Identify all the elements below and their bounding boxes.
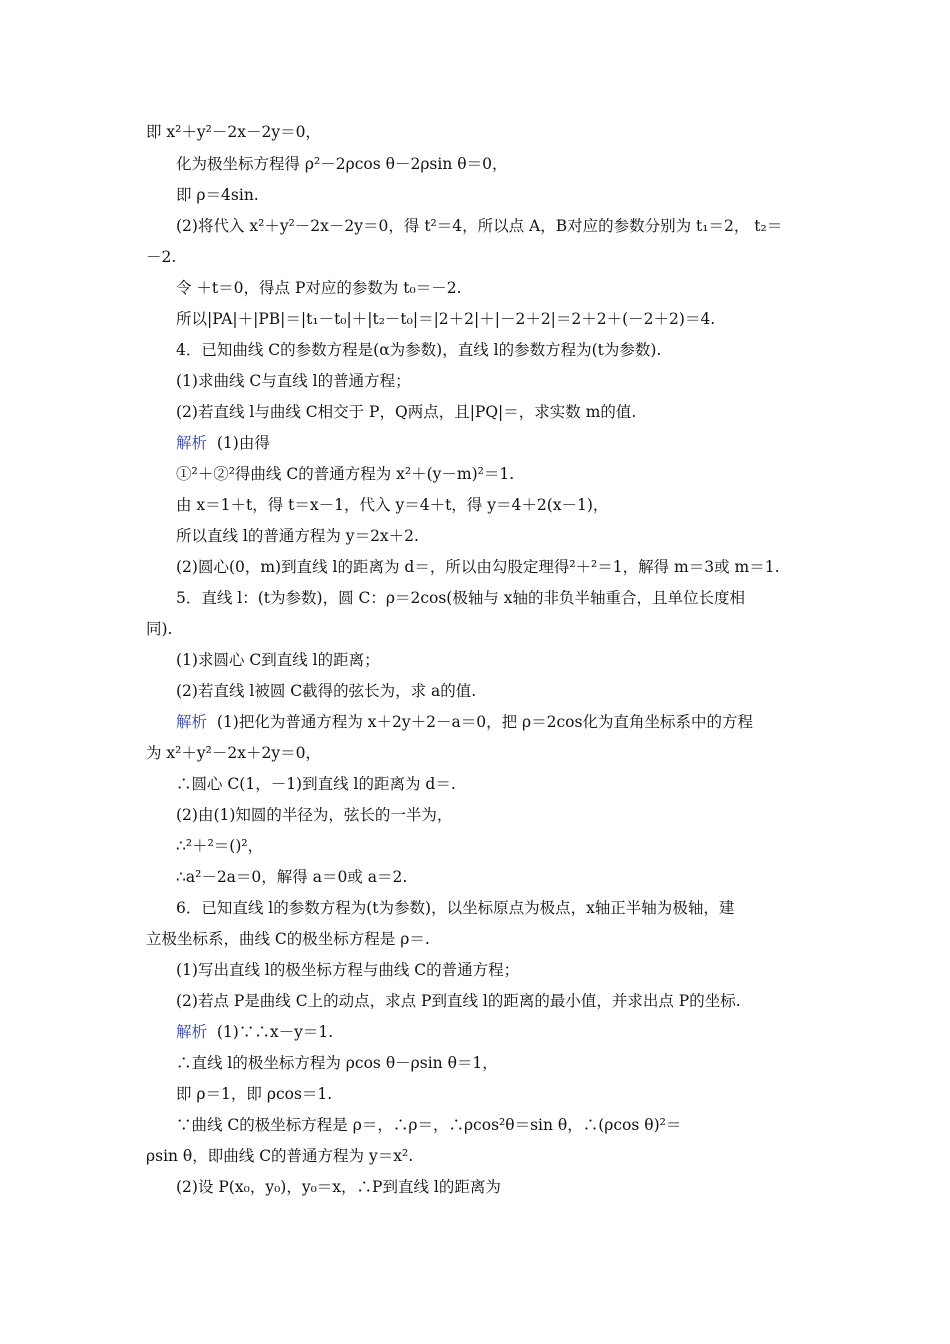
text-line: 为 x²＋y²－2x＋2y＝0， xyxy=(146,744,321,762)
text-line: (1)求曲线 C与直线 l的普通方程； xyxy=(176,372,411,390)
text-line: 化为极坐标方程得 ρ²－2ρcos θ－2ρsin θ＝0， xyxy=(176,155,508,173)
text-line: (2)将代入 x²＋y²－2x－2y＝0，得 t²＝4，所以点 A，B对应的参数分别为 t₁＝2， t₂＝ xyxy=(176,217,783,235)
solution-label: 解析 xyxy=(176,1023,208,1041)
text-line: 令 ＋t＝0，得点 P对应的参数为 t₀＝－2. xyxy=(176,279,462,297)
text-line: －2. xyxy=(146,248,177,266)
text-line: 所以直线 l的普通方程为 y＝2x＋2. xyxy=(176,527,419,545)
text-line: 由 x＝1＋t，得 t＝x－1，代入 y＝4＋t，得 y＝4＋2(x－1)， xyxy=(176,496,609,514)
text-line: 即 ρ＝1，即 ρcos＝1. xyxy=(176,1085,333,1103)
question-4: 4．已知曲线 C的参数方程是(α为参数)，直线 l的参数方程为(t为参数). xyxy=(176,341,662,359)
text-span: (1)把化为普通方程为 x＋2y＋2－a＝0，把 ρ＝2cos化为直角坐标系中的方程 xyxy=(216,713,753,731)
text-line: (2)若直线 l与曲线 C相交于 P，Q两点，且|PQ|＝，求实数 m的值. xyxy=(176,403,637,421)
solution-line xyxy=(176,712,753,732)
text-line: (2)设 P(x₀，y₀)，y₀＝x，∴P到直线 l的距离为 xyxy=(176,1178,501,1196)
text-line: (2)若直线 l被圆 C截得的弦长为，求 a的值. xyxy=(176,682,477,700)
solution-label: 解析 xyxy=(176,713,208,731)
text-line: (1)写出直线 l的极坐标方程与曲线 C的普通方程； xyxy=(176,961,520,979)
text-line: ∴a²－2a＝0，解得 a＝0或 a＝2. xyxy=(176,868,408,886)
solution-line xyxy=(176,433,270,453)
text-line: ∴直线 l的极坐标方程为 ρcos θ－ρsin θ＝1， xyxy=(176,1054,498,1072)
text-line: (2)由(1)知圆的半径为，弦长的一半为， xyxy=(176,806,453,824)
text-span: (1)由得 xyxy=(216,434,270,452)
solution-line xyxy=(176,1022,333,1042)
text-line: 即 x²＋y²－2x－2y＝0， xyxy=(146,123,321,141)
question-6: 6．已知直线 l的参数方程为(t为参数)，以坐标原点为极点，x轴正半轴为极轴，建 xyxy=(176,899,735,917)
text-line: (2)圆心(0，m)到直线 l的距离为 d＝，所以由勾股定理得²＋²＝1，解得 m＝3或 m＝1. xyxy=(176,558,780,576)
text-line: (2)若点 P是曲线 C上的动点，求点 P到直线 l的距离的最小值，并求出点 P的坐标. xyxy=(176,992,741,1010)
text-line: 即 ρ＝4sin. xyxy=(176,186,259,204)
text-line: (1)求圆心 C到直线 l的距离； xyxy=(176,651,380,669)
text-line: ∵曲线 C的极坐标方程是 ρ＝，∴ρ＝，∴ρcos²θ＝sin θ，∴(ρcos θ)²＝ xyxy=(176,1116,682,1134)
text-line: 所以|PA|＋|PB|＝|t₁－t₀|＋|t₂－t₀|＝|2＋2|＋|－2＋2|＝2＋2＋(－2＋2)＝4. xyxy=(176,310,716,328)
text-line: ∴圆心 C(1，－1)到直线 l的距离为 d＝. xyxy=(176,775,456,793)
text-line: 立极坐标系，曲线 C的极坐标方程是 ρ＝. xyxy=(146,930,430,948)
text-span: (1)∵∴x－y＝1. xyxy=(216,1023,334,1041)
text-line: 同). xyxy=(146,620,173,638)
question-5: 5．直线 l：(t为参数)，圆 C：ρ＝2cos(极轴与 x轴的非负半轴重合，且单位长度相 xyxy=(176,589,746,607)
text-line: ①²＋②²得曲线 C的普通方程为 x²＋(y－m)²＝1. xyxy=(176,465,515,483)
text-line: ∴²＋²＝()²， xyxy=(176,837,264,855)
solution-label: 解析 xyxy=(176,434,208,452)
text-line: ρsin θ，即曲线 C的普通方程为 y＝x². xyxy=(146,1147,414,1165)
